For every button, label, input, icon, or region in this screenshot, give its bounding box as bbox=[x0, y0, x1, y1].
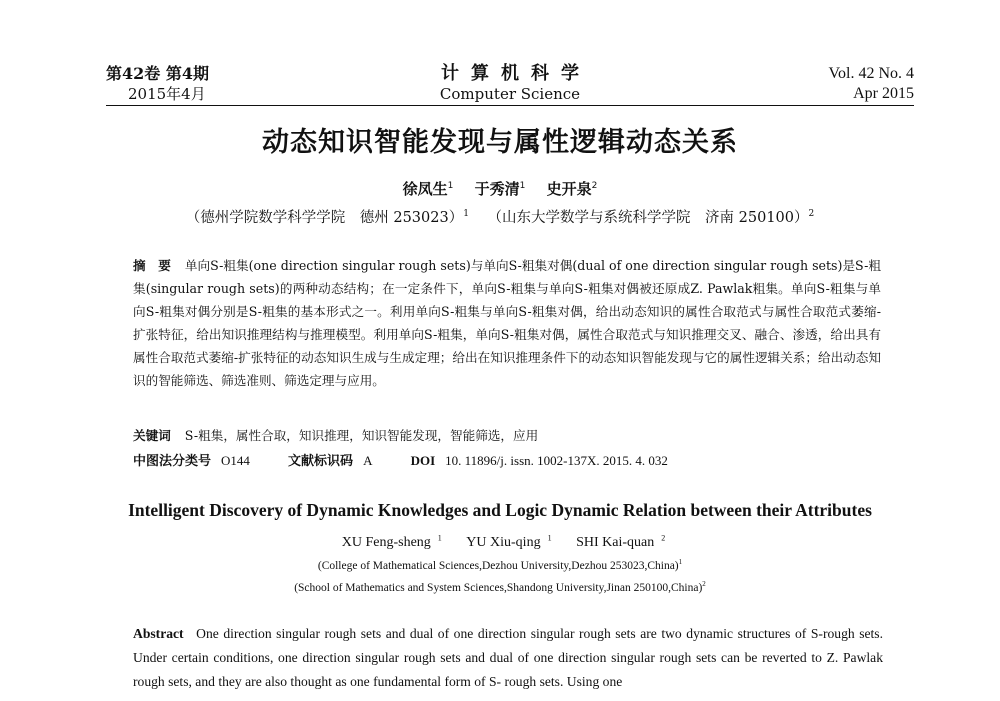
clc-number: 中图法分类号 O144 bbox=[133, 453, 250, 469]
keywords-cn bbox=[133, 426, 881, 446]
running-header bbox=[106, 64, 914, 106]
abstract-en-text: One direction singular rough sets and dual of one direction singular rough sets are two dynamic structures of S-rough sets. Under certain conditions, one direction singular rough sets and dual of one direction singular rough sets can be reverted to Z. Pawlak rough sets, and they are also thought as one fundamental form of S- rough sets. Using one bbox=[133, 626, 883, 689]
author-cn: 于秀清$^1$ bbox=[474, 180, 526, 198]
header-journal bbox=[106, 64, 914, 104]
authors-cn bbox=[0, 178, 1000, 199]
author-cn: 史开泉$^2$ bbox=[546, 180, 598, 198]
classification-line bbox=[133, 451, 881, 472]
abstract-cn-label: 摘 要 bbox=[133, 258, 171, 273]
author-en: XU Feng-sheng $^1$ bbox=[341, 533, 442, 550]
abstract-en bbox=[133, 622, 883, 694]
author-en: YU Xiu-qing $^1$ bbox=[466, 533, 552, 550]
paper-title-en: Intelligent Discovery of Dynamic Knowledges and Logic Dynamic Relation between their Attributes bbox=[128, 500, 872, 520]
journal-name-cn: 计算机科学 bbox=[441, 63, 591, 84]
affiliation-en: (College of Mathematical Sciences,Dezhou University,Dezhou 253023,China)$^1$ bbox=[317, 558, 683, 572]
date-cn: 2015年4月 bbox=[128, 85, 206, 103]
abstract-cn bbox=[133, 254, 881, 392]
author-en: SHI Kai-quan $^2$ bbox=[576, 533, 666, 550]
affiliation-cn: （山东大学数学与系统科学学院 济南 250100）$^2$ bbox=[487, 209, 815, 226]
affiliations-cn bbox=[0, 206, 1000, 227]
doi[interactable]: DOI 10. 11896/j. issn. 1002-137X. 2015. 4. 032 bbox=[410, 453, 668, 468]
abstract-en-label: Abstract bbox=[133, 626, 184, 641]
volume-en: Vol. 42 No. 4 bbox=[828, 65, 914, 82]
affiliation-cn: （德州学院数学科学学院 德州 253023）$^1$ bbox=[185, 209, 469, 226]
keywords-cn-label: 关键词 bbox=[133, 428, 171, 443]
keywords-cn-text: S-粗集，属性合取，知识推理，知识智能发现，智能筛选，应用 bbox=[184, 428, 539, 443]
authors-en bbox=[0, 533, 1000, 551]
volume-cn: 第42卷 第4期 bbox=[106, 64, 209, 83]
journal-name-en: Computer Science bbox=[439, 85, 581, 103]
affiliation-en: (School of Mathematics and System Sciences,Shandong University,Jinan 250100,China)$^2$ bbox=[294, 580, 706, 594]
header-volume-en bbox=[829, 64, 915, 104]
date-en: Apr 2015 bbox=[853, 85, 914, 102]
abstract-cn-text: 单向S-粗集(one direction singular rough sets)与单向S-粗集对偶(dual of one direction singular rough sets)是S-粗集(singular rough sets)的两种动态结构；在一定条件下，单向S-粗集与单向S-粗集对偶被还原成Z. Pawlak粗集。单向S-粗集与单向S-粗集对偶分别是S-粗集的基本形式之一。利用单向S-粗集与单向S-粗集对偶，给出动态知识的属性合取范式与属性合取范式萎缩-扩张特征，给出知识推理结构与推理模型。利用单向S-粗集，单向S-粗集对偶，属性合取范式与知识推理交叉、融合、渗透，给出具有属性合取范式萎缩-扩张特征的动态知识生成与生成定理；给出在知识推理条件下的动态知识智能发现与它的属性逻辑关系；给出动态知识的智能筛选、筛选准则、筛选定理与应用。 bbox=[133, 258, 882, 388]
paper-title-cn: 动态知识智能发现与属性逻辑动态关系 bbox=[262, 127, 738, 158]
header-rule bbox=[106, 105, 914, 106]
document-code: 文献标识码 A bbox=[288, 453, 373, 469]
author-cn: 徐凤生$^1$ bbox=[402, 180, 454, 198]
